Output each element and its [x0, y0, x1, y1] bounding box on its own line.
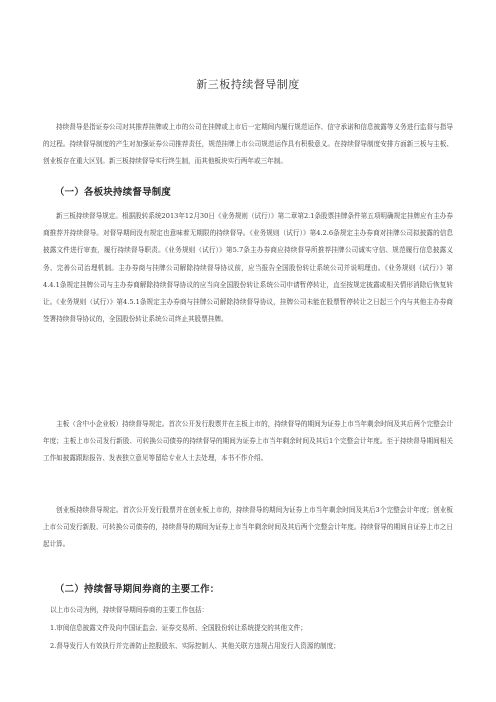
section1-paragraph-main-board: 主板（含中小企业板）持续督导规定。首次公开发行股票并在主板上市的，持续督导的期间为证券上市当年剩余时间及其后两个完整会计年度；主板上市公司发行新股、可转换公司债券的持续督导的期间为证券上市当年剩余时间及其后1个完整会计年度。至于持续督导期间相关工作如披露跟踪报告、发表独立意见等留给专业人士去处理，本书不作介绍。: [43, 420, 453, 463]
intro-paragraph: 持续督导是指证券公司对其推荐挂牌或上市的公司在挂牌或上市后一定期间内履行规范运作、信守承诺和信息披露等义务进行监督与指导的过程。持续督导制度的产生对加强证券公司推荐责任，规范挂牌上市公司规范运作具有积极意义。在持续督导制度安排方面新三板与主板、创业板存在重大区别。新三板持续督导实行终生制，而其他板块实行两年或三年制。: [43, 123, 453, 166]
document-title: 新三板持续督导制度: [196, 78, 300, 91]
section2-lead: 以上市公司为例，持续督导期间券商的主要工作包括：: [50, 606, 209, 614]
section1-paragraph-growth-board: 创业板持续督导规定。首次公开发行股票并在创业板上市的，持续督导的期间为证券上市当年剩余时间及其后3个完整会计年度；创业板上市公司发行新股、可转换公司债券的，持续督导的期间为证券上市当年剩余时间及其后两个完整会计年度。持续督导的期间自证券上市之日起计算。: [43, 506, 453, 549]
list-item: 1.审阅信息披露文件及向中国证监会、证券交易所、全国股份转让系统提交的其他文件；: [50, 624, 307, 632]
section1-heading: （一）各板块持续督导制度: [55, 187, 172, 198]
list-item: 2.督导发行人有效执行并完善防止控股股东、实际控制人、其他关联方违规占用发行人资源的制度；: [50, 642, 340, 650]
section2-heading: （二）持续督导期间券商的主要工作：: [55, 584, 220, 595]
section1-paragraph-new-third-board: 新三板持续督导规定。根据股转系统2013年12月30日《业务规则（试行）》第二章第2.1条股票挂牌条件第五项明确规定挂牌应有主办券商推荐并持续督导。对督导期间没有规定也意味着无期限的持续督导。《业务规则（试行）》第4.2.6条规定主办券商对挂牌公司拟披露的信息披露文件进行审查，履行持续督导职责。《业务规则（试行）》第5.7条主办券商应持续督导所推荐挂牌公司诚实守信、规范履行信息披露义务、完善公司治理机制。主办券商与挂牌公司解除持续督导协议前，应当报告全国股份转让系统公司并说明理由。《业务规则（试行）》第4.4.1条规定挂牌公司与主办券商解除持续督导协议的应当向全国股份转让系统公司申请暂停转让，直至按规定披露或相关情形消除后恢复转让。《业务规则（试行）》第4.5.1条规定主办券商与挂牌公司解除持续督导协议，挂牌公司未能在股票暂停转让之日起三个内与其他主办券商签署持续督导协议的，全国股份转让系统公司终止其股票挂牌。: [43, 212, 453, 324]
